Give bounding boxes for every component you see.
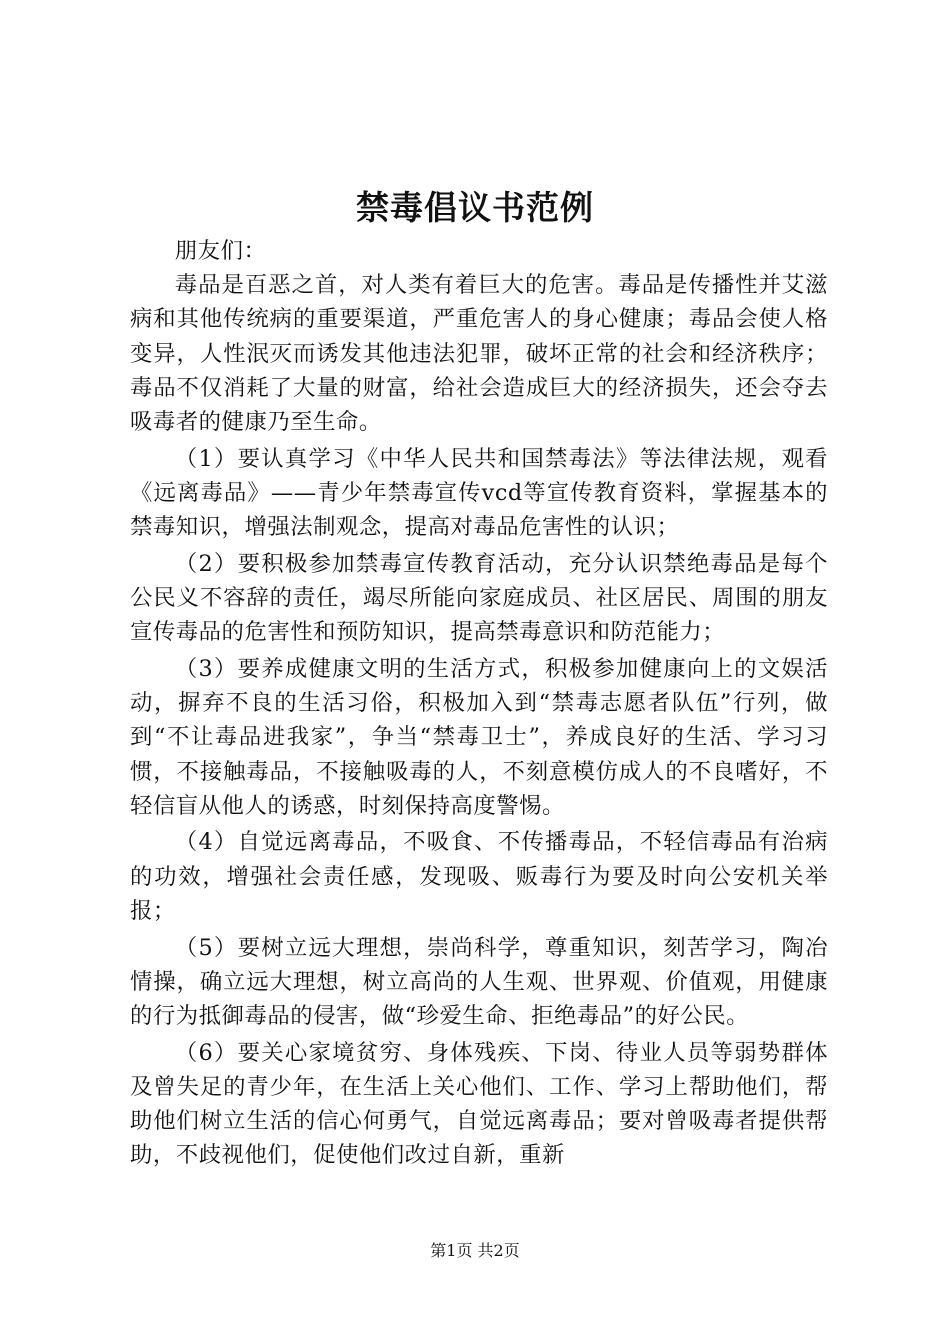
paragraph-item-2: （2）要积极参加禁毒宣传教育活动，充分认识禁绝毒品是每个公民义不容辞的责任，竭尽所能向家庭成员、社区居民、周围的朋友宣传毒品的危害性和预防知识，提高禁毒意识和防范能力； [130, 550, 828, 646]
document-body [130, 234, 828, 1175]
paragraph-intro: 毒品是百恶之首，对人类有着巨大的危害。毒品是传播性并艾滋病和其他传统病的重要渠道，严重危害人的身心健康；毒品会使人格变异，人性泯灭而诱发其他违法犯罪，破坏正常的社会和经济秩序；毒品不仅消耗了大量的财富，给社会造成巨大的经济损失，还会夺去吸毒者的健康乃至生命。 [130, 272, 828, 436]
paragraph-item-5: （5）要树立远大理想，崇尚科学，尊重知识，刻苦学习，陶冶情操，确立远大理想，树立高尚的人生观、世界观、价值观，用健康的行为抵御毒品的侵害，做“珍爱生命、拒绝毒品”的好公民。 [130, 934, 828, 1029]
paragraph-item-3: （3）要养成健康文明的生活方式，积极参加健康向上的文娱活动，摒弃不良的生活习俗，积极加入到“禁毒志愿者队伍”行列，做到“不让毒品进我家”，争当“禁毒卫士”，养成良好的生活、学习习惯，不接触毒品，不接触吸毒的人，不刻意模仿成人的不良嗜好，不轻信盲从他人的诱惑，时刻保持高度警惕。 [130, 655, 828, 819]
document-title: 禁毒倡议书范例 [356, 188, 594, 227]
paragraph-item-1: （1）要认真学习《中华人民共和国禁毒法》等法律法规，观看《远离毒品》——青少年禁毒宣传vcd等宣传教育资料，掌握基本的禁毒知识，增强法制观念，提高对毒品危害性的认识； [130, 445, 828, 541]
paragraph-item-4: （4）自觉远离毒品，不吸食、不传播毒品，不轻信毒品有治病的功效，增强社会责任感，发现吸、贩毒行为要及时向公安机关举报； [130, 829, 828, 924]
greeting: 朋友们： [174, 238, 267, 264]
paragraph-item-6: （6）要关心家境贫穷、身体残疾、下岗、待业人员等弱势群体及曾失足的青少年，在生活上关心他们、工作、学习上帮助他们，帮助他们树立生活的信心何勇气，自觉远离毒品；要对曾吸毒者提供帮助，不歧视他们，促使他们改过自新，重新 [130, 1039, 828, 1169]
page-number-footer: 第1页 共2页 [430, 1241, 520, 1260]
